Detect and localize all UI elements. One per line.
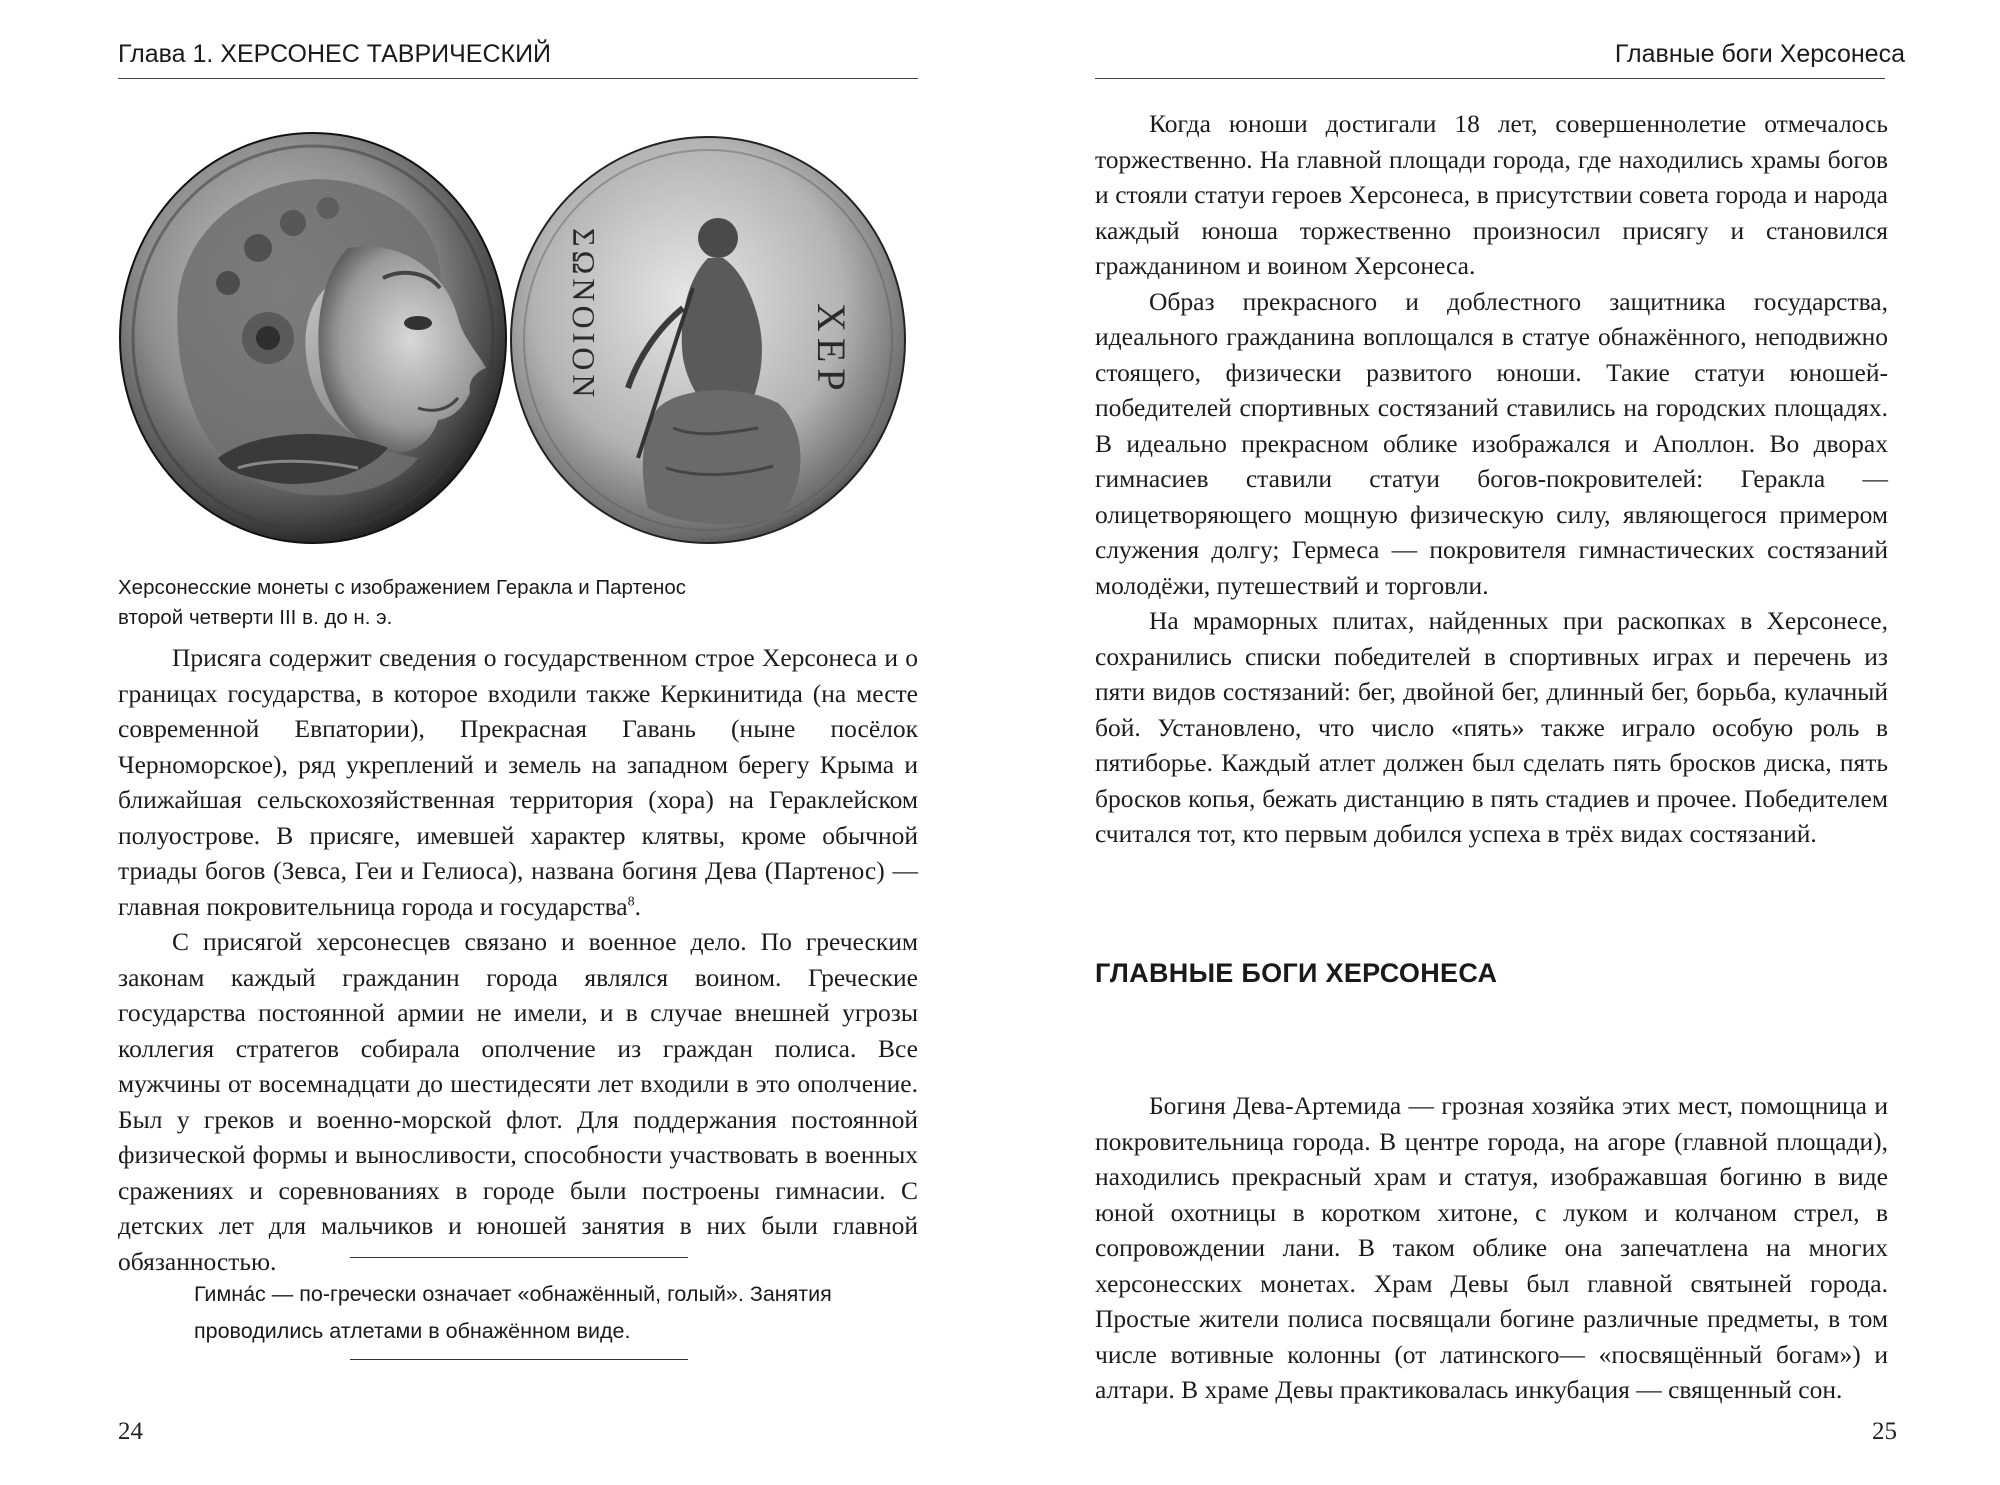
paragraph-oath-text: Присяга содержит сведения о государственном строе Херсонеса и о границах государства, в которое входили также Керкинитида (на месте современной Евпатории), Прекрасная Гавань (ныне посёлок Черноморское), ряд укреплений и земель на западном берегу Крыма и ближайшая сельскохозяйственная территория (хора) на Гераклейском полуострове. В присяге, имевшей характер клятвы, кроме обычной триады богов (Зевса, Геи и Гелиоса), названа богиня Дева (Партенос) — главная покровительница города и государства: [118, 643, 918, 921]
coins-figure: [118, 128, 918, 548]
coins-illustration: [118, 128, 918, 548]
footnote-rule-top: [350, 1257, 688, 1258]
reverse-legend-left: ΣΩΝΟΙΟΝ: [566, 228, 602, 402]
caption-line-1: Херсонесские монеты с изображением Геракла и Партенос: [118, 576, 686, 599]
paragraph-military: С присягой херсонесцев связано и военное дело. По греческим законам каждый гражданин города являлся воином. Греческие государства постоянной армии не имели, и в случае внешней угрозы коллегия стратегов собирала ополчение из граждан полиса. Все мужчины от восемнадцати до шестидесяти лет входили в это ополчение. Был у греков и военно-морской флот. Для поддержания постоянной физической формы и выносливости, способности участвовать в военных сражениях и соревнованиях в городе были построены гимнасии. С детских лет для мальчиков и юношей занятия в них были главной обязанностью.: [118, 927, 918, 1276]
paragraph-pentathlon: На мраморных плитах, найденных при раскопках в Херсонесе, сохранились списки победителей в спортивных играх и перечень из пяти видов состязаний: бег, двойной бег, длинный бег, борьба, кулачный бой. Установлено, что число «пять» также играло особую роль в пятиборье. Каждый атлет должен был сделать пять бросков диска, пять бросков копья, бежать дистанцию в пять стадиев и прочее. Победителем считался тот, кто первым добился успеха в трёх видах состязаний.: [1095, 606, 1888, 848]
right-section-text: [1095, 1088, 1888, 1408]
right-page: [1000, 0, 2000, 1485]
page-number-right: 25: [1872, 1418, 1897, 1445]
header-rule-left: [118, 78, 918, 79]
left-body-text: [118, 640, 918, 1279]
footnote-ref[interactable]: 8: [627, 894, 635, 909]
paragraph-oath-end: .: [634, 891, 642, 921]
paragraph-oath: [118, 640, 918, 924]
header-rule-right: [1095, 78, 1885, 79]
right-body-text: [1095, 106, 1888, 852]
paragraph-coming-of-age: Когда юноши достигали 18 лет, совершеннолетие отмечалось торжественно. На главной площади города, где находились храмы богов и стояли статуи героев Херсонеса, в присутствии совета города и народа каждый юноша торжественно произносил присягу и становился гражданином и воином Херсонеса.: [1095, 109, 1888, 280]
figure-caption: [118, 573, 918, 633]
caption-line-2: второй четверти III в. до н. э.: [118, 606, 393, 629]
footnote: Гимна́с — по-гречески означает «обнажённый, голый». Занятия проводились атлетами в обнажённом виде.: [194, 1282, 832, 1343]
reverse-coin: [511, 137, 905, 543]
obverse-coin: [120, 133, 506, 543]
section-heading: ГЛАВНЫЕ БОГИ ХЕРСОНЕСА: [1095, 958, 1498, 988]
running-head-left: Глава 1. ХЕРСОНЕС ТАВРИЧЕСКИЙ: [118, 40, 552, 68]
footnote-rule-bottom: [350, 1359, 688, 1360]
paragraph-ideal-citizen: Образ прекрасного и доблестного защитника государства, идеального гражданина воплощался в статуе обнажённого, неподвижно стоящего, физически развитого юноши. Такие статуи юношей-победителей спортивных состязаний ставились на городских площадях. В идеально прекрасном облике изображался и Аполлон. Во дворах гимнасиев ставили статуи богов-покровителей: Геракла — олицетворяющего мощную физическую силу, являющегося примером служения долгу; Гермеса — покровителя гимнастических состязаний молодёжи, путешествий и торговли.: [1095, 286, 1888, 600]
page-number-left: 24: [118, 1418, 143, 1445]
paragraph-artemis: Богиня Дева-Артемида — грозная хозяйка этих мест, помощница и покровительница города. В центре города, на агоре (главной площади), находились прекрасный храм и статуя, изображавшая богиню в виде юной охотницы в коротком хитоне, с луком и колчаном стрел, в сопровождении лани. В таком облике она запечатлена на многих херсонесских монетах. Храм Девы был главной святыней города. Простые жители полиса посвящали богине различные предметы, в том числе вотивные колонны (от латинского— «посвящённый богам») и алтари. В храме Девы практиковалась инкубация — священный сон.: [1095, 1091, 1888, 1404]
running-head-right: Главные боги Херсонеса: [1614, 40, 1905, 68]
reverse-legend-right: ХЕР: [809, 303, 854, 397]
